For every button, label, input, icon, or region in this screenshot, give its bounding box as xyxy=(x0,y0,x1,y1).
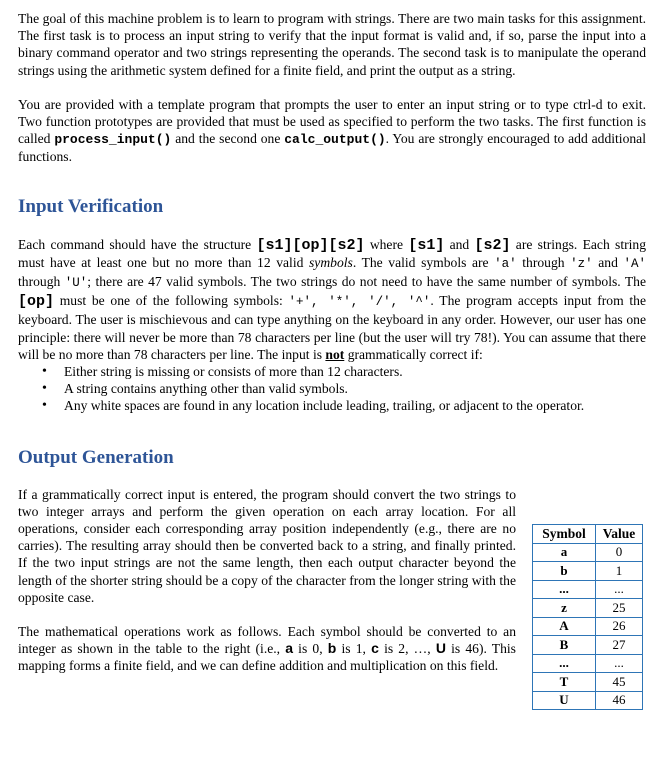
table-cell-value: 46 xyxy=(596,691,643,710)
table-cell-value: 25 xyxy=(596,599,643,618)
table-row xyxy=(533,636,643,655)
table-cell-symbol: z xyxy=(533,599,596,618)
intro-text: and the second one xyxy=(171,131,285,147)
text: Each command should have the structure xyxy=(18,236,257,252)
section-heading-output-generation: Output Generation xyxy=(18,446,174,468)
table-cell-symbol: ... xyxy=(533,654,596,673)
text: is 0, xyxy=(293,641,328,657)
section-heading-input-verification: Input Verification xyxy=(18,195,164,217)
code-s2: [s2] xyxy=(474,236,511,254)
text: . The program accepts input from the keyboard. The user is mischievous and can type anything on the keyboard in any order. However, our user has one principle: there will never be more than 78 characters per line (but the user will try 78!). You can assume that there will be no more than 78 characters per line. The input is xyxy=(18,293,646,362)
symbol: b xyxy=(327,640,337,657)
text: must be one of the following symbols: xyxy=(54,293,289,309)
text: through xyxy=(18,274,65,290)
table-cell-symbol: ... xyxy=(533,580,596,599)
table-cell-symbol: T xyxy=(533,673,596,692)
intro-paragraph-2 xyxy=(18,96,646,166)
table-cell-symbol: a xyxy=(533,543,596,562)
emphasis-symbols: symbols xyxy=(309,254,353,270)
input-verification-paragraph xyxy=(18,236,646,363)
intro-paragraph-1: The goal of this machine problem is to learn to program with strings. There are two main tasks for this assignment. The first task is to process an input string to verify that the input format is valid and, if so, parse the input into a binary command operator and two strings representing the operands. The second task is to manipulate the operand strings using the arithmetic system defined for a finite field, and print the output as a string. xyxy=(18,11,646,78)
table-header-symbol: Symbol xyxy=(533,525,596,544)
table-cell-symbol: b xyxy=(533,562,596,581)
output-generation-text xyxy=(18,486,516,675)
text: grammatically correct if: xyxy=(344,346,483,362)
table-row xyxy=(533,673,643,692)
symbol: a xyxy=(285,640,294,657)
table-row xyxy=(533,617,643,636)
output-paragraph-1: If a grammatically correct input is entered, the program should convert the two strings to two integer arrays and perform the given operation on each array location. For all operations, consider each corresponding array position independently (e.g., there are no carries). The resulting array should then be converted back to a string, and finally printed. If the two input strings are not the same length, then each output character beyond the length of the shorter string should be a copy of the character from the longer string with the opposite case. xyxy=(18,486,516,605)
table-row xyxy=(533,543,643,562)
function-name-calc-output: calc_output() xyxy=(284,132,386,148)
code-s1: [s1] xyxy=(408,236,445,254)
table-cell-value: ... xyxy=(596,580,643,599)
output-paragraph-2 xyxy=(18,623,516,675)
list-item: • Any white spaces are found in any location include leading, trailing, or adjacent to the operator. xyxy=(64,397,646,414)
function-name-process-input: process_input() xyxy=(54,132,172,148)
table-cell-value: 27 xyxy=(596,636,643,655)
text: is 1, xyxy=(336,641,372,657)
symbol-value-table xyxy=(532,524,643,710)
text: The mathematical operations work as follows. Each symbol should be converted to an integer as shown in the table to the right (i.e., xyxy=(18,624,516,657)
text: is 2, …, xyxy=(378,641,436,657)
table-row xyxy=(533,654,643,673)
symbol-quote: 'A' xyxy=(623,256,646,271)
symbol-quote: 'U' xyxy=(64,276,88,291)
table-header-row xyxy=(533,525,643,544)
text: through xyxy=(516,254,571,270)
list-item: • Either string is missing or consists of more than 12 characters. xyxy=(64,363,646,380)
code-s1: [s1] xyxy=(256,236,293,254)
text: are strings. Each string must have at least one but no more than 12 valid xyxy=(18,236,646,270)
code-s2: [s2] xyxy=(328,236,365,254)
text: and xyxy=(592,254,624,270)
table-header-value: Value xyxy=(596,525,643,544)
list-item: • A string contains anything other than valid symbols. xyxy=(64,380,646,397)
emphasis-not: not xyxy=(325,346,345,362)
table-cell-value: 1 xyxy=(596,562,643,581)
code-op: [op] xyxy=(292,236,329,254)
table-row xyxy=(533,580,643,599)
operator-list: '+', '*', '/', '^' xyxy=(288,295,431,310)
table-cell-symbol: B xyxy=(533,636,596,655)
table-cell-value: 26 xyxy=(596,617,643,636)
table-row xyxy=(533,562,643,581)
table-cell-value: 0 xyxy=(596,543,643,562)
intro-text: You are provided with a template program that prompts the user to enter an input string or to type ctrl-d to exit. Two function prototypes are provided that must be used as specified to perform the two tasks. The first function is called xyxy=(18,96,646,147)
symbol-quote: 'a' xyxy=(494,256,517,271)
symbol: c xyxy=(371,640,379,657)
text: is 46). This mapping forms a finite field, and we can define addition and multiplication on this field. xyxy=(18,641,516,674)
symbol: U xyxy=(435,640,446,657)
text: where xyxy=(364,236,409,252)
text: and xyxy=(444,236,475,252)
text: ; there are 47 valid symbols. The two strings do not need to have the same number of symbols. The xyxy=(87,274,646,290)
symbol-quote: 'z' xyxy=(570,256,593,271)
table-cell-symbol: A xyxy=(533,617,596,636)
table-cell-value: ... xyxy=(596,654,643,673)
table-row xyxy=(533,691,643,710)
table-row xyxy=(533,599,643,618)
invalid-conditions-list xyxy=(18,363,646,415)
code-op: [op] xyxy=(18,293,55,311)
table-cell-symbol: U xyxy=(533,691,596,710)
text: . The valid symbols are xyxy=(352,254,495,270)
intro-text: . You are strongly encouraged to add additional functions. xyxy=(18,131,646,165)
table-cell-value: 45 xyxy=(596,673,643,692)
